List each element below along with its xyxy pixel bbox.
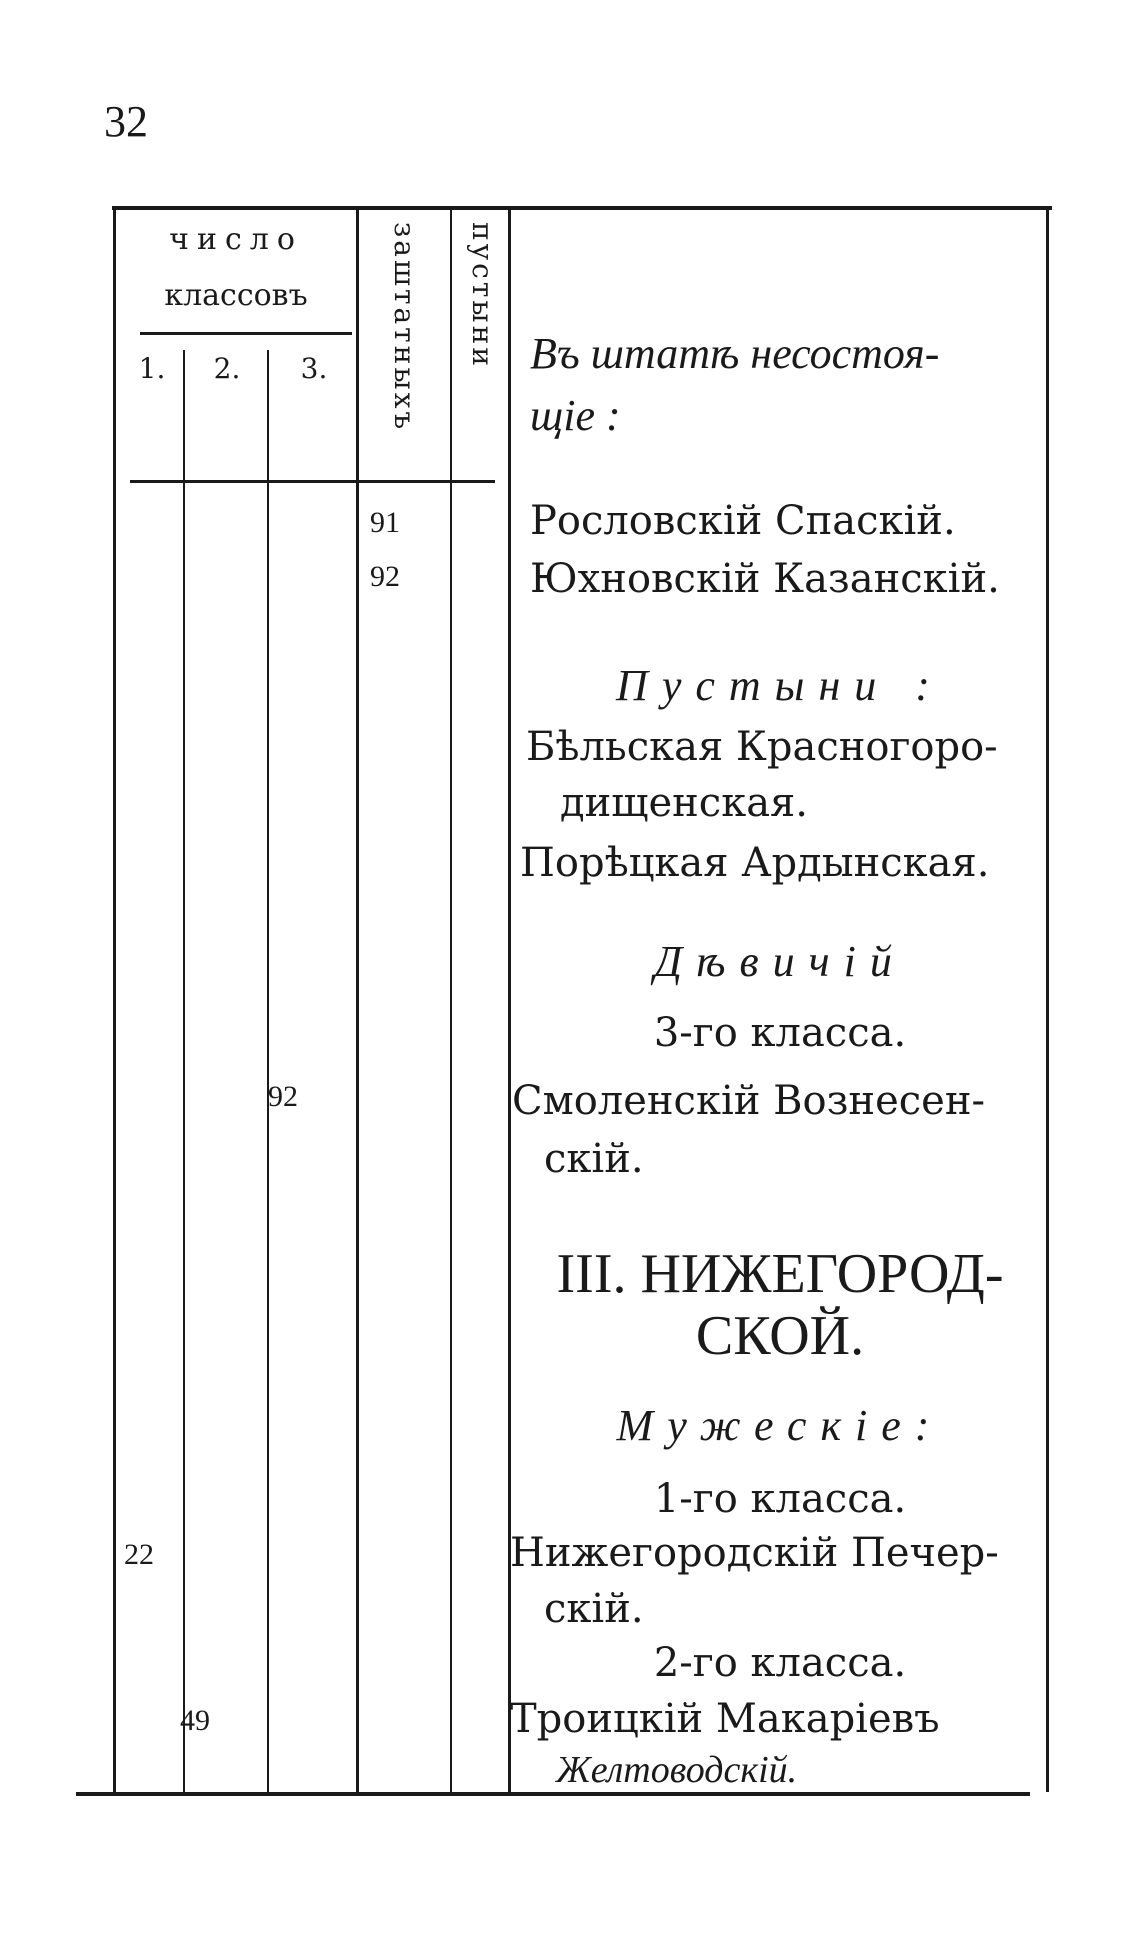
row-7-text-cont: Желтоводскій. [556,1749,798,1791]
class-group-label-1: число [169,222,303,257]
class-3-label: 3. [300,352,328,385]
row-3-text-cont: дищенская. [560,780,809,826]
table-top-rule [112,206,1052,210]
section-title-line-2: СКОЙ. [695,1305,865,1367]
row-6-text: Нижегородскій Печер- [510,1530,999,1576]
col-rule-2 [267,350,269,1792]
header-bottom-rule [130,480,495,483]
category-heading-cont: щіе : [530,391,621,440]
class-2-heading: 2-го класса. [653,1640,907,1686]
row-1-number: 91 [370,506,400,539]
col-rule-1 [183,350,185,1792]
class-1-label: 1. [138,352,166,385]
page-number: 32 [104,97,148,146]
class-2-label: 2. [213,352,241,385]
class-group-rule [140,332,352,335]
row-7-number: 49 [180,1704,210,1737]
row-2-number: 92 [370,560,400,593]
table-left-rule [113,210,116,1792]
category-heading: Въ штатѣ несостоя- [530,329,940,378]
table-bottom-rule [76,1792,1030,1796]
section-title-line-1: III. НИЖЕГОРОД- [556,1243,1004,1305]
col-rule-4 [450,210,452,1792]
pustyni-heading: Пустыни : [616,661,944,710]
row-2-text: Юхновскій Казанскій. [530,556,1000,602]
row-5-number: 92 [268,1080,298,1113]
zashtatnykh-column-label: заштатныхъ [388,222,421,433]
row-6-number: 22 [124,1538,154,1571]
devichiy-heading: Дѣвичій [654,937,906,986]
table-right-rule [1046,210,1049,1792]
class-1-heading: 1-го класса. [653,1476,907,1522]
muzhskie-heading: Мужескіе: [616,1401,944,1450]
row-4-text: Порѣцкая Ардынская. [520,840,990,886]
row-5-text-cont: скій. [544,1136,644,1182]
row-1-text: Рословскій Спаскій. [530,498,956,544]
row-5-text: Смоленскій Вознесен- [512,1078,985,1124]
pustyni-column-label: пустыни [466,222,499,369]
class-3-heading: 3-го класса. [653,1010,907,1056]
row-6-text-cont: скій. [544,1586,644,1632]
row-7-text: Троицкій Макаріевъ [510,1696,940,1742]
class-group-label-2: классовъ [164,278,308,313]
col-rule-3 [356,210,359,1792]
row-3-text: Бѣльская Красногоро- [526,724,998,770]
